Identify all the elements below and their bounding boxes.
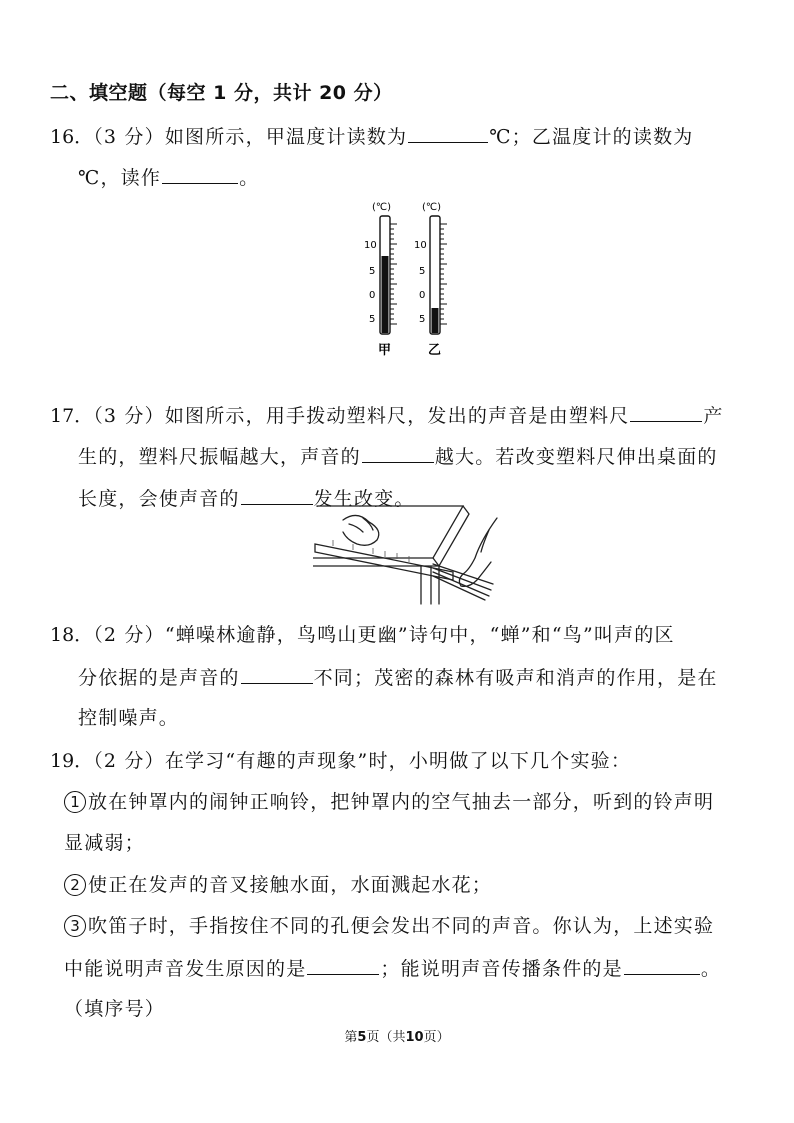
q16-blank-2[interactable] bbox=[162, 165, 238, 184]
q17-number: 17． bbox=[50, 405, 94, 427]
q17-blank-2[interactable] bbox=[362, 444, 434, 463]
left-scale-10: 10 bbox=[364, 240, 377, 251]
left-scale-minus5: 5 bbox=[369, 314, 376, 325]
right-scale-minus5: 5 bbox=[419, 314, 426, 325]
q19-item-1: 1 放在钟罩内的闹钟正响铃，把钟罩内的空气抽去一部分，听到的铃声明 bbox=[64, 790, 714, 814]
right-thermometer-label: 乙 bbox=[428, 343, 442, 358]
right-scale-10: 10 bbox=[414, 240, 427, 251]
ruler-on-desk-figure bbox=[313, 500, 503, 606]
left-thermometer bbox=[364, 216, 397, 334]
q18-line-3: 控制噪声。 bbox=[78, 707, 180, 729]
q17-blank-1[interactable] bbox=[630, 403, 702, 422]
q17-line-2: 生的，塑料尺振幅越大，声音的 越大。若改变塑料尺伸出桌面的 bbox=[78, 446, 718, 468]
right-mercury-column bbox=[432, 308, 439, 333]
q19-note: （填序号） bbox=[64, 998, 166, 1020]
q18-blank-1[interactable] bbox=[241, 665, 313, 684]
q16-line-1: 16．（3 分）如图所示，甲温度计读数为 ℃；乙温度计的读数为 bbox=[50, 126, 694, 148]
right-scale-5: 5 bbox=[419, 266, 426, 277]
page-footer: 第5页（共10页） bbox=[344, 1030, 450, 1045]
q19-item-2: 2 使正在发声的音叉接触水面，水面溅起水花； bbox=[64, 873, 492, 897]
total-page-count: 10 bbox=[405, 1030, 424, 1045]
q17-blank-3[interactable] bbox=[241, 486, 313, 505]
q19-blank-2[interactable] bbox=[624, 956, 700, 975]
item-1-marker: 1 bbox=[64, 791, 86, 813]
right-scale-0: 0 bbox=[419, 290, 426, 301]
thermometer-figure bbox=[356, 196, 456, 360]
q18-number: 18． bbox=[50, 624, 94, 646]
q16-line-2: ℃，读作 。 bbox=[78, 167, 260, 189]
q18-line-2: 分依据的是声音的 不同；茂密的森林有吸声和消声的作用，是在 bbox=[78, 667, 718, 689]
q19-item-3: 3 吹笛子时，手指按住不同的孔便会发出不同的声音。你认为，上述实验 bbox=[64, 914, 714, 938]
q19-blank-1[interactable] bbox=[307, 956, 379, 975]
q18-line-1: 18．（2 分）“蝉噪林逾静，鸟鸣山更幽”诗句中，“蝉”和“鸟”叫声的区 bbox=[50, 624, 675, 646]
current-page-number: 5 bbox=[357, 1030, 367, 1045]
right-unit-label: (℃) bbox=[422, 202, 442, 213]
q17-line-3: 长度，会使声音的 发生改变。 bbox=[78, 488, 415, 510]
q16-blank-1[interactable] bbox=[408, 124, 488, 143]
q17-line-1: 17．（3 分）如图所示，用手拨动塑料尺，发出的声音是由塑料尺 产 bbox=[50, 405, 724, 427]
q19-line-last: 中能说明声音发生原因的是 ；能说明声音传播条件的是 。 bbox=[64, 958, 722, 980]
left-thermometer-label: 甲 bbox=[378, 343, 392, 358]
section-title: 二、填空题（每空 1 分，共计 20 分） bbox=[50, 82, 393, 104]
q19-number: 19． bbox=[50, 750, 94, 772]
q19-item-1-cont: 显减弱； bbox=[64, 832, 145, 854]
item-3-marker: 3 bbox=[64, 915, 86, 937]
q19-line-1: 19．（2 分）在学习“有趣的声现象”时，小明做了以下几个实验： bbox=[50, 750, 632, 772]
left-scale-5: 5 bbox=[369, 266, 376, 277]
q16-number: 16． bbox=[50, 126, 94, 148]
left-unit-label: (℃) bbox=[372, 202, 392, 213]
left-mercury-column bbox=[382, 256, 389, 333]
left-scale-0: 0 bbox=[369, 290, 376, 301]
right-thermometer bbox=[414, 216, 447, 334]
item-2-marker: 2 bbox=[64, 874, 86, 896]
